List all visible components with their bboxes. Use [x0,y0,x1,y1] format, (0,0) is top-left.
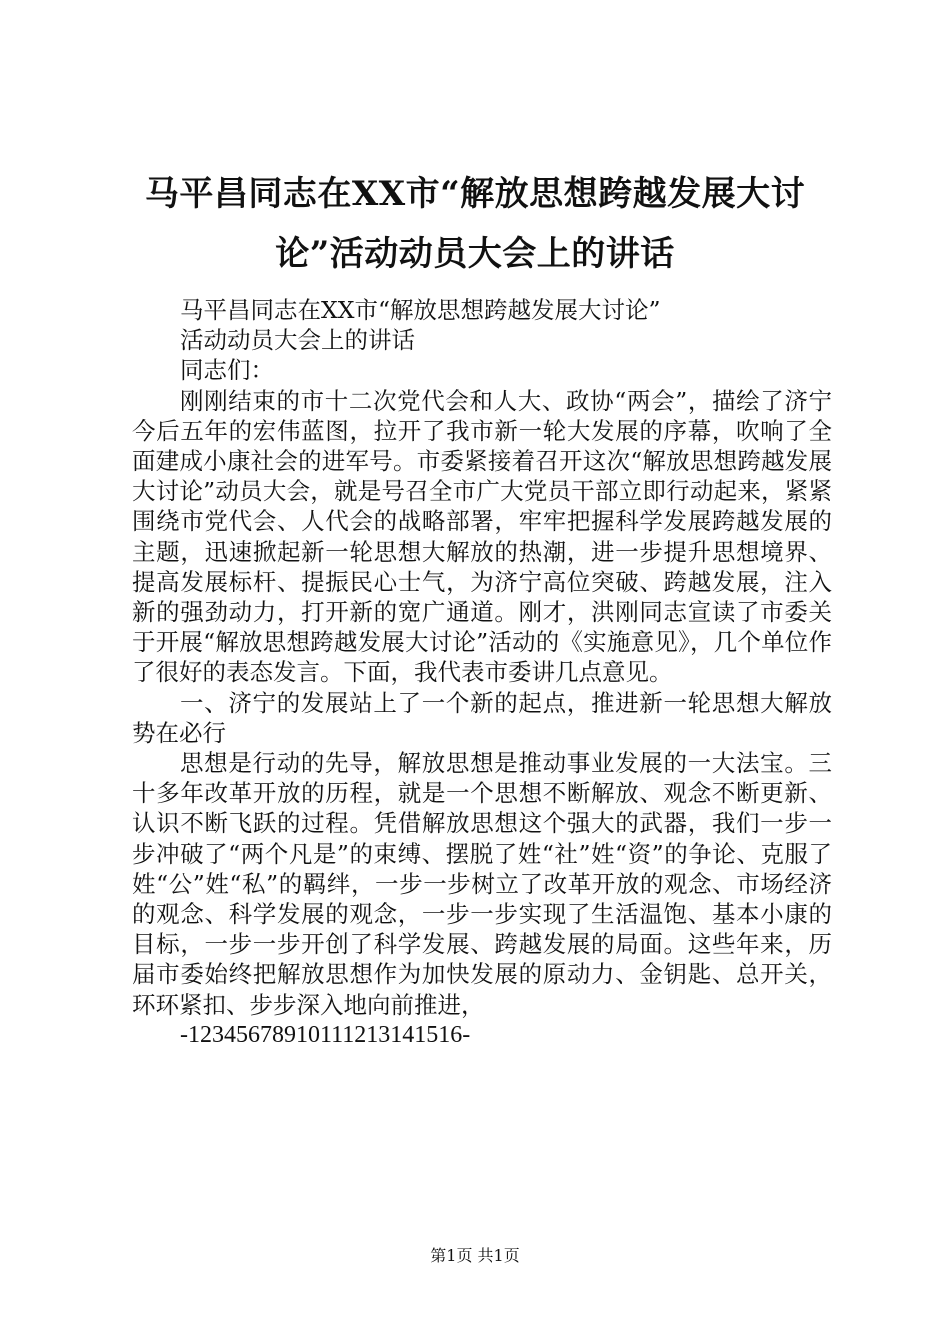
title-line-1: 马平昌同志在XX市“解放思想跨越发展大讨 [144,174,806,214]
subtitle-line-2: 活动动员大会上的讲话 [180,326,415,355]
document-body [132,295,832,1050]
title-line-2: 论”活动动员大会上的讲话 [275,234,675,274]
paragraph-section-1: 思想是行动的先导，解放思想是推动事业发展的一大法宝。三十多年改革开放的历程，就是一个思想不断解放、观念不断更新、认识不断飞跃的过程。凭借解放思想这个强大的武器，我们一步一步冲破了“两个凡是”的束缚、摆脱了姓“社”姓“资”的争论、克服了姓“公”姓“私”的羁绊，一步一步树立了改革开放的观念、市场经济的观念、科学发展的观念，一步一步实现了生活温饱、基本小康的目标，一步一步开创了科学发展、跨越发展的局面。这些年来，历届市委始终把解放思想作为加快发展的原动力、金钥匙、总开关，环环紧扣、步步深入地向前推进， [132,749,832,1019]
page-sequence-line: -12345678910111213141516- [180,1021,471,1048]
paragraph-intro: 刚刚结束的市十二次党代会和人大、政协“两会”，描绘了济宁今后五年的宏伟蓝图，拉开了我市新一轮大发展的序幕，吹响了全面建成小康社会的进军号。市委紧接着召开这次“解放思想跨越发展大讨论”动员大会，就是号召全市广大党员干部立即行动起来，紧紧围绕市党代会、人代会的战略部署，牢牢把握科学发展跨越发展的主题，迅速掀起新一轮思想大解放的热潮，进一步提升思想境界、提高发展标杆、提振民心士气，为济宁高位突破、跨越发展，注入新的强劲动力，打开新的宽广通道。刚才，洪刚同志宣读了市委关于开展“解放思想跨越发展大讨论”活动的《实施意见》，几个单位作了很好的表态发言。下面，我代表市委讲几点意见。 [132,386,832,687]
subtitle-line-1: 马平昌同志在XX市“解放思想跨越发展大讨论” [180,296,661,324]
document-title [120,164,830,284]
salutation: 同志们： [180,356,274,385]
section-heading-1: 一、济宁的发展站上了一个新的起点，推进新一轮思想大解放势在必行 [132,688,832,747]
page-footer: 第1页 共1页 [430,1246,520,1265]
